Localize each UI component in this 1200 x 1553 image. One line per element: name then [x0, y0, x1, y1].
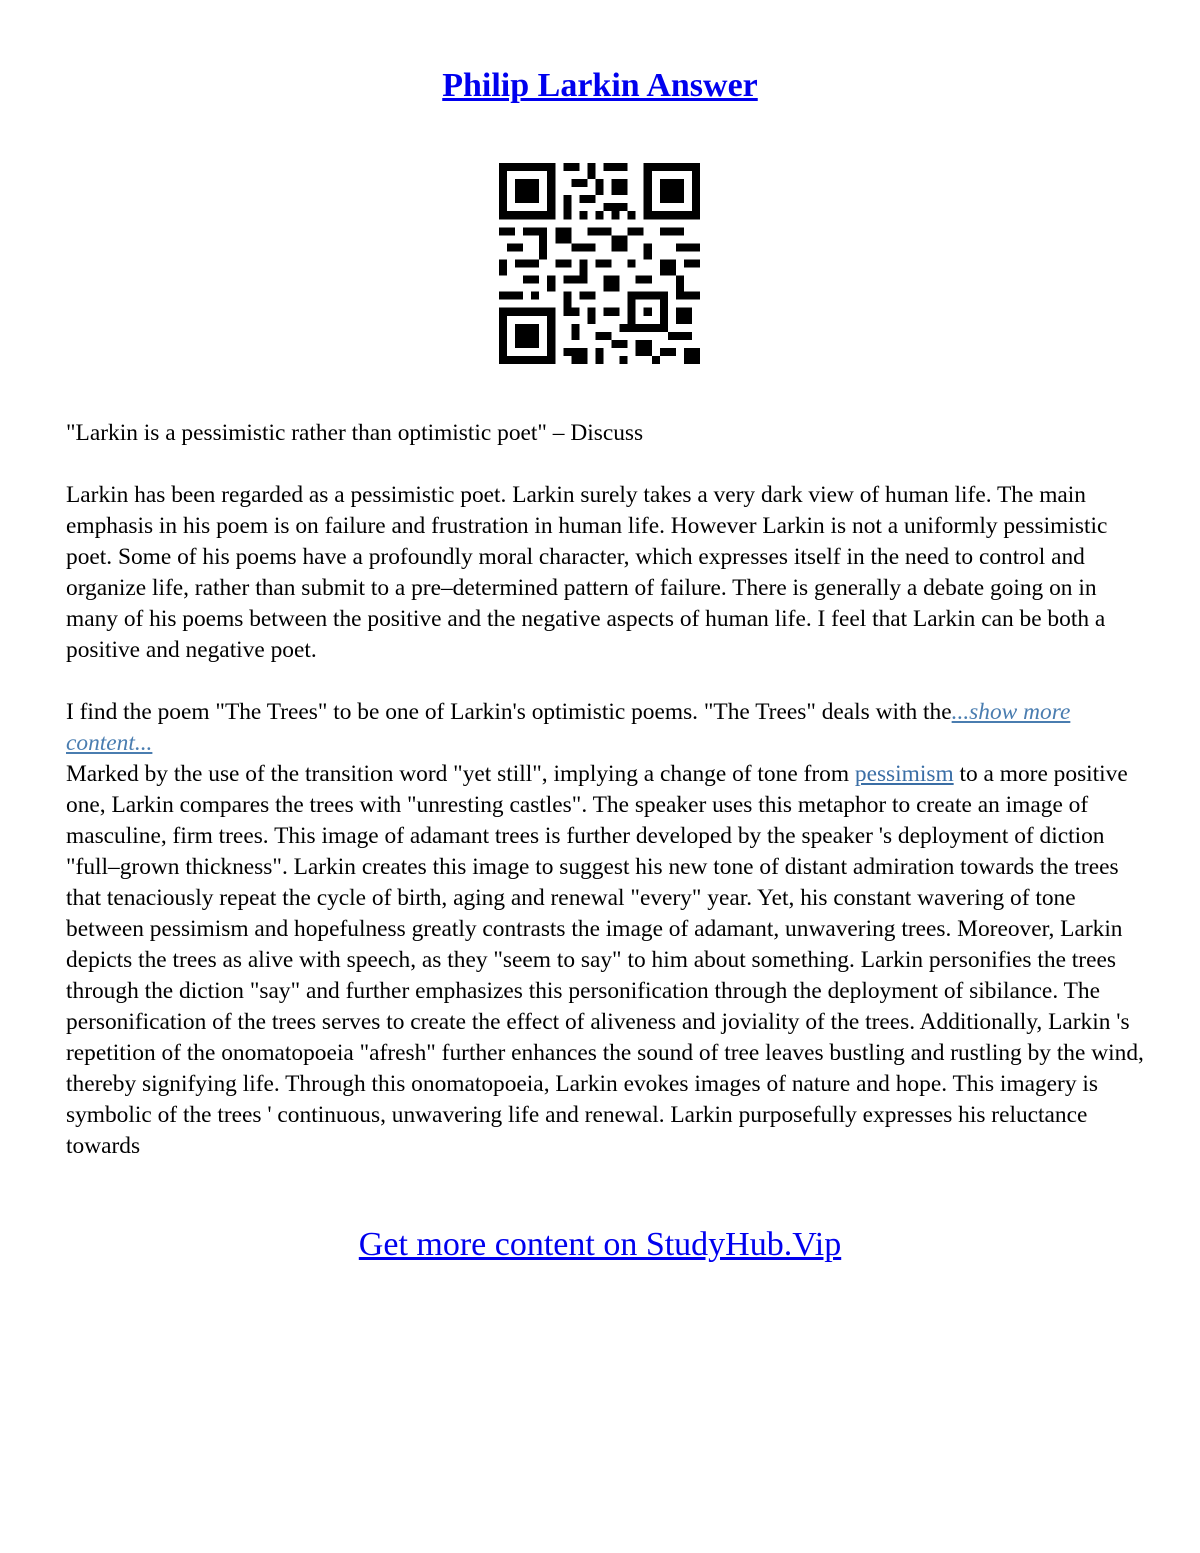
footer-container: [0, 1223, 1200, 1267]
essay-paragraph-2: [66, 697, 1146, 759]
essay-paragraph-1: Larkin has been regarded as a pessimistic poet. Larkin surely takes a very dark view of human life. The main emphasis in his poem is on failure and frustration in human life. However Larkin is not a uniformly pessimistic poet. Some of his poems have a profoundly moral character, which expresses itself in the need to control and organize life, rather than submit to a pre–determined pattern of failure. There is generally a debate going on in many of his poems between the positive and the negative aspects of human life. I feel that Larkin can be both a positive and negative poet.: [66, 482, 1108, 663]
paragraph-3-text-start: Marked by the use of the transition word "yet still", implying a change of tone from: [66, 761, 855, 787]
essay-paragraph-3: [66, 759, 1146, 1162]
pessimism-link[interactable]: pessimism: [854, 761, 954, 787]
essay-body: [66, 418, 1146, 1162]
show-more-link[interactable]: ...show more content...: [66, 699, 1071, 756]
qr-code-icon: [499, 163, 700, 364]
paragraph-3-text-rest: to a more positive one, Larkin compares the trees with "unresting castles". The speaker uses this metaphor to create an image of masculine, firm trees. This image of adamant trees is further developed by the speaker 's deployment of diction "full–grown thickness". Larkin creates this image to suggest his new tone of distant admiration towards the trees that tenaciously repeat the cycle of birth, aging and renewal "every" year. Yet, his constant wavering of tone between pessimism and hopefulness greatly contrasts the image of adamant, unwavering trees. Moreover, Larkin depicts the trees as alive with speech, as they "seem to say" to him about something. Larkin personifies the trees through the diction "say" and further emphasizes this personification through the deployment of sibilance. The personification of the trees serves to create the effect of aliveness and joviality of the trees. Additionally, Larkin 's repetition of the onomatopoeia "afresh" further enhances the sound of tree leaves bustling and rustling by the wind, thereby signifying life. Through this onomatopoeia, Larkin evokes images of nature and hope. This imagery is symbolic of the trees ' continuous, unwavering life and renewal. Larkin purposefully expresses his reluctance towards: [66, 761, 1144, 1159]
paragraph-spacer: [66, 666, 1146, 697]
page-title-link[interactable]: Philip Larkin Answer: [442, 67, 758, 104]
paragraph-2-text: I find the poem "The Trees" to be one of Larkin's optimistic poems. "The Trees" deals with the: [66, 699, 952, 725]
page-title-container: [0, 64, 1200, 108]
footer-link[interactable]: Get more content on StudyHub.Vip: [358, 1226, 842, 1263]
paragraph-spacer: [66, 449, 1146, 480]
essay-question: "Larkin is a pessimistic rather than optimistic poet" – Discuss: [66, 420, 644, 446]
